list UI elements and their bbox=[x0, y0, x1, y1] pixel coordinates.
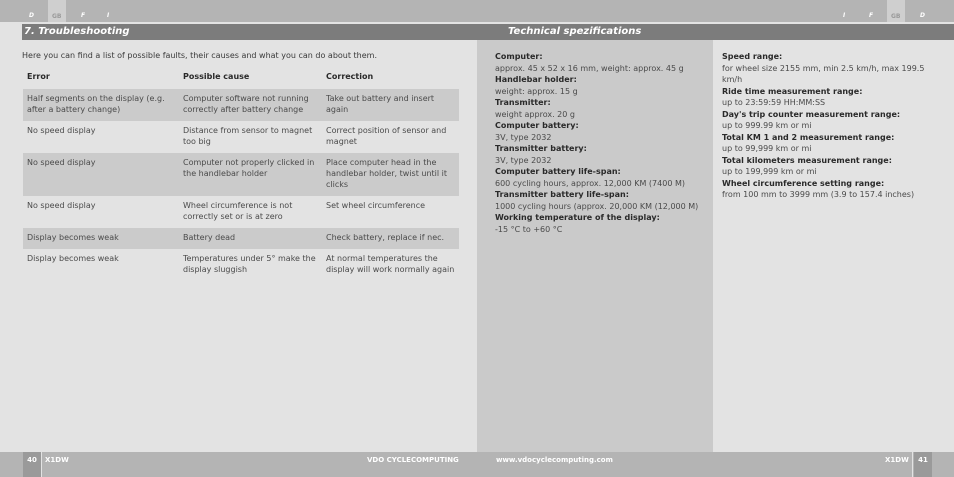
table-row bbox=[23, 89, 459, 121]
spec-value: 3V, type 2032 bbox=[495, 132, 552, 142]
left-footer bbox=[0, 452, 477, 477]
spec-value: weight approx. 20 g bbox=[495, 109, 575, 119]
lang-tab-gb[interactable]: GB bbox=[48, 0, 66, 22]
error-cell: No speed display bbox=[27, 126, 96, 135]
lang-tab-d[interactable]: D bbox=[29, 12, 34, 19]
section-title: 7. Troubleshooting bbox=[22, 24, 477, 40]
troubleshooting-table bbox=[23, 68, 459, 281]
error-cell: No speed display bbox=[23, 153, 179, 196]
right-page bbox=[477, 0, 954, 477]
lang-tab-f[interactable]: F bbox=[869, 12, 874, 19]
spec-value: approx. 45 x 52 x 16 mm, weight: approx. 45 g bbox=[495, 63, 684, 73]
table-row bbox=[23, 228, 459, 249]
spec-label: Transmitter battery life-span: bbox=[495, 190, 629, 199]
cause-cell: Battery dead bbox=[179, 228, 322, 249]
correction-cell: Set wheel circumference bbox=[326, 201, 426, 210]
language-tabs bbox=[0, 0, 477, 22]
spec-label: Computer battery life-span: bbox=[495, 167, 621, 176]
cause-cell: Distance from sensor to magnet too big bbox=[183, 126, 313, 146]
spec-value: for wheel size 2155 mm, min 2.5 km/h, max 199.5 km/h bbox=[722, 63, 925, 84]
intro-text: Here you can find a list of possible faults, their causes and what you can do about them. bbox=[22, 51, 377, 60]
header-correction: Correction bbox=[326, 72, 374, 81]
error-cell: Half segments on the display (e.g. after a battery change) bbox=[23, 89, 179, 121]
spec-label: Wheel circumference setting range: bbox=[722, 178, 885, 188]
cause-cell: Computer not properly clicked in the handlebar holder bbox=[179, 153, 322, 196]
spec-label: Computer: bbox=[495, 52, 543, 61]
spec-value: up to 23:59:59 HH:MM:SS bbox=[722, 98, 826, 107]
spec-label: Computer battery: bbox=[495, 121, 579, 130]
lang-tab-d[interactable]: D bbox=[920, 12, 925, 19]
section-title: Technical spezifications bbox=[477, 24, 954, 40]
spec-value: weight: approx. 15 g bbox=[495, 86, 578, 96]
table-row bbox=[23, 249, 459, 281]
spec-label: Total kilometers measurement range: bbox=[722, 155, 892, 165]
lang-tab-i[interactable]: I bbox=[107, 12, 110, 19]
right-footer bbox=[477, 452, 954, 477]
spec-label: Transmitter: bbox=[495, 98, 551, 107]
correction-cell: Take out battery and insert again bbox=[322, 89, 459, 121]
footer-brand: VDO CYCLECOMPUTING bbox=[367, 456, 459, 464]
cause-cell: Computer software not running correctly after battery change bbox=[179, 89, 322, 121]
footer-divider bbox=[41, 452, 42, 477]
error-cell: Display becomes weak bbox=[27, 254, 119, 263]
correction-cell: Place computer head in the handlebar holder, twist until it clicks bbox=[322, 153, 459, 196]
error-cell: No speed display bbox=[27, 201, 96, 210]
spec-value: up to 999.99 km or mi bbox=[722, 121, 812, 130]
table-header-row bbox=[23, 68, 459, 89]
language-tabs bbox=[477, 0, 954, 22]
spec-value: 3V, type 2032 bbox=[495, 155, 552, 165]
correction-cell: At normal temperatures the display will work normally again bbox=[326, 254, 455, 274]
footer-model: X1DW bbox=[45, 456, 69, 464]
lang-tab-f[interactable]: F bbox=[81, 12, 86, 19]
table-row bbox=[23, 196, 459, 228]
spec-value: 1000 cycling hours (approx. 20,000 KM (12,000 M) bbox=[495, 201, 699, 211]
correction-cell: Correct position of sensor and magnet bbox=[326, 126, 447, 146]
footer-model: X1DW bbox=[885, 456, 909, 464]
spec-value: 600 cycling hours, approx. 12,000 KM (7400 M) bbox=[495, 178, 685, 188]
error-cell: Display becomes weak bbox=[23, 228, 179, 249]
spec-value: up to 99,999 km or mi bbox=[722, 144, 812, 153]
spec-label: Transmitter battery: bbox=[495, 144, 587, 153]
lang-tab-gb[interactable]: GB bbox=[887, 0, 905, 22]
lang-tab-i[interactable]: I bbox=[843, 12, 846, 19]
table-row bbox=[23, 121, 459, 153]
table-row bbox=[23, 153, 459, 196]
spec-label: Day's trip counter measurement range: bbox=[722, 109, 901, 119]
spec-column-1 bbox=[495, 51, 705, 235]
header-possible-cause: Possible cause bbox=[183, 72, 250, 81]
spec-label: Handlebar holder: bbox=[495, 75, 577, 84]
spec-value: from 100 mm to 3999 mm (3.9 to 157.4 inches) bbox=[722, 190, 915, 199]
page-number: 41 bbox=[914, 452, 932, 477]
spec-label: Speed range: bbox=[722, 52, 783, 61]
spec-value: up to 199,999 km or mi bbox=[722, 167, 817, 176]
footer-divider bbox=[912, 452, 913, 477]
spec-label: Total KM 1 and 2 measurement range: bbox=[722, 132, 895, 142]
cause-cell: Wheel circumference is not correctly set or is at zero bbox=[183, 201, 293, 221]
spec-label: Working temperature of the display: bbox=[495, 213, 660, 222]
spec-value: -15 °C to +60 °C bbox=[495, 224, 563, 234]
cause-cell: Temperatures under 5° make the display sluggish bbox=[183, 254, 316, 274]
spec-column-2 bbox=[722, 51, 947, 201]
footer-url[interactable]: www.vdocyclecomputing.com bbox=[496, 456, 613, 464]
page-number: 40 bbox=[23, 452, 41, 477]
spec-label: Ride time measurement range: bbox=[722, 86, 863, 96]
header-error: Error bbox=[27, 72, 50, 81]
correction-cell: Check battery, replace if nec. bbox=[322, 228, 459, 249]
